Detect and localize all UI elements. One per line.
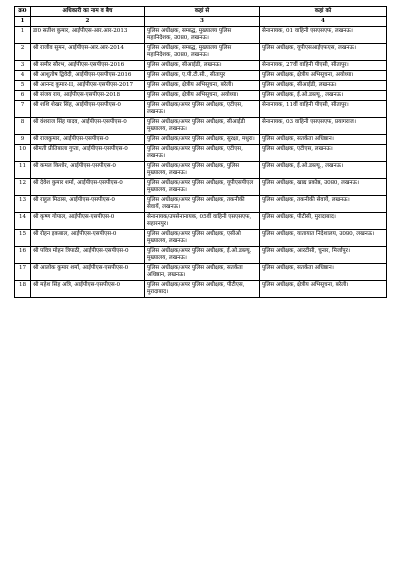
to-cell: पुलिस अधीक्षक, पीटीसी, मुरादाबाद। xyxy=(260,213,387,230)
to-cell: पुलिस अधीक्षक, सतर्कता अधिष्ठान। xyxy=(260,135,387,145)
name-cell: डा0 सतीश कुमार, आईपीएस-आर.आर-2013 xyxy=(31,27,145,44)
to-cell: पुलिस अधीक्षक, सतर्कता अधिष्ठान। xyxy=(260,264,387,281)
from-cell: पुलिस अधीक्षक/अपर पुलिस अधीक्षक, पुलिस मुख्यालय, लखनऊ। xyxy=(145,162,260,179)
from-cell: पुलिस अधीक्षक/अपर पुलिस अधीक्षक, पीटीएस, मुरादाबाद। xyxy=(145,281,260,298)
header-from: कहां से xyxy=(145,7,260,17)
from-cell: पुलिस अधीक्षक, क्षेत्रीय अभिसूचना, अयोध्या। xyxy=(145,91,260,101)
from-cell: पुलिस अधीक्षक/अपर पुलिस अधीक्षक, सुरक्षा, मथुरा। xyxy=(145,135,260,145)
to-cell: सेनानायक, 01 वाहिनी एसएसएफ, लखनऊ। xyxy=(260,27,387,44)
from-cell: पुलिस अधीक्षक/अपर पुलिस अधीक्षक, यूपीएसपीएल मुख्यालय, लखनऊ। xyxy=(145,179,260,196)
to-cell: पुलिस अधीक्षक, ई.ओ.डब्ल्यू., लखनऊ। xyxy=(260,162,387,179)
serial-cell: 1 xyxy=(15,27,31,44)
serial-cell: 11 xyxy=(15,162,31,179)
to-cell: पुलिस अधीक्षक, आरटीसी, चुनार, मिर्जापुर। xyxy=(260,247,387,264)
table-row xyxy=(15,91,387,101)
serial-cell: 12 xyxy=(15,179,31,196)
serial-cell: 16 xyxy=(15,247,31,264)
serial-cell: 5 xyxy=(15,81,31,91)
to-cell: सेनानायक, 27वीं वाहिनी पीएसी, सीतापुर। xyxy=(260,61,387,71)
column-number: 2 xyxy=(31,17,145,27)
table-header-row xyxy=(15,7,387,17)
serial-cell: 2 xyxy=(15,44,31,61)
column-number-row xyxy=(15,17,387,27)
table-row xyxy=(15,162,387,179)
to-cell: पुलिस अधीक्षक, यातायात निदेशालय, उ0प्र0, लखनऊ। xyxy=(260,230,387,247)
from-cell: पुलिस अधीक्षक, सम्बद्ध, मुख्यालय पुलिस महानिदेशक, उ0प्र0, लखनऊ। xyxy=(145,27,260,44)
from-cell: पुलिस अधीक्षक/अपर पुलिस अधीक्षक, ई.ओ.डब्ल्यू. मुख्यालय, लखनऊ। xyxy=(145,247,260,264)
from-cell: सेनानायक/उपसेनानायक, 05वीं वाहिनी एसएसएफ, सहारनपुर। xyxy=(145,213,260,230)
from-cell: पुलिस अधीक्षक, क्षेत्रीय अभिसूचना, बरेली। xyxy=(145,81,260,91)
name-cell: श्री राहुल मिठास, आईपीएस-एसपीएस-0 xyxy=(31,196,145,213)
serial-cell: 4 xyxy=(15,71,31,81)
to-cell: पुलिस अधीक्षक, खाद्य प्रकोष्ठ, उ0प्र0, लखनऊ। xyxy=(260,179,387,196)
name-cell: श्री आशुतोष द्विवेदी, आईपीएस-एसपीएस-2016 xyxy=(31,71,145,81)
name-cell: श्री पवित्र मोहन त्रिपाठी, आईपीएस-एसपीएस-0 xyxy=(31,247,145,264)
header-to: कहां को xyxy=(260,7,387,17)
to-cell: पुलिस अधीक्षक, तकनीकी सेवायें, लखनऊ। xyxy=(260,196,387,213)
header-officer-name: अधिकारी का नाम व बैच xyxy=(31,7,145,17)
table-body xyxy=(15,27,387,298)
to-cell: सेनानायक, 03 वाहिनी एसएसएफ, प्रयागराज। xyxy=(260,118,387,135)
name-cell: श्री आनन्द कुमार-II, आईपीएस-एसपीएस-2017 xyxy=(31,81,145,91)
to-cell: पुलिस अधीक्षक, यूपीएसआईएफएस, लखनऊ। xyxy=(260,44,387,61)
table-row xyxy=(15,213,387,230)
from-cell: पुलिस अधीक्षक, सम्बद्ध, मुख्यालय पुलिस महानिदेशक, उ0प्र0, लखनऊ। xyxy=(145,44,260,61)
name-cell: श्री राजकुमार, आईपीएस-एसपीएस-0 xyxy=(31,135,145,145)
header-serial: क्र0 xyxy=(15,7,31,17)
serial-cell: 7 xyxy=(15,101,31,118)
name-cell: श्री देवेश कुमार शर्मा, आईपीएस-एसपीएस-0 xyxy=(31,179,145,196)
from-cell: पुलिस अधीक्षक/अपर पुलिस अधीक्षक, एटीएस, लखनऊ। xyxy=(145,145,260,162)
to-cell: पुलिस अधीक्षक, ई.ओ.डब्ल्यू., लखनऊ। xyxy=(260,91,387,101)
table-row xyxy=(15,145,387,162)
table-row xyxy=(15,281,387,298)
serial-cell: 10 xyxy=(15,145,31,162)
serial-cell: 18 xyxy=(15,281,31,298)
from-cell: पुलिस अधीक्षक, सीआईडी, लखनऊ। xyxy=(145,61,260,71)
name-cell: श्री समीर सौरभ, आईपीएस-एसपीएस-2016 xyxy=(31,61,145,71)
name-cell: श्री राजीव सुमन, आईपीएस-आर.आर-2014 xyxy=(31,44,145,61)
to-cell: पुलिस अधीक्षक, सीआईडी, लखनऊ। xyxy=(260,81,387,91)
serial-cell: 13 xyxy=(15,196,31,213)
serial-cell: 3 xyxy=(15,61,31,71)
name-cell: श्री महेश सिंह अत्रि, आईपीएस-एसपीएस-0 xyxy=(31,281,145,298)
column-number: 3 xyxy=(145,17,260,27)
column-number: 1 xyxy=(15,17,31,27)
name-cell: श्रीमती प्रीतिबाला गुप्ता, आईपीएस-एसपीएस-0 xyxy=(31,145,145,162)
table-row xyxy=(15,61,387,71)
table-row xyxy=(15,118,387,135)
serial-cell: 6 xyxy=(15,91,31,101)
table-row xyxy=(15,135,387,145)
to-cell: पुलिस अधीक्षक, क्षेत्रीय अभिसूचना, बरेली। xyxy=(260,281,387,298)
table-row xyxy=(15,27,387,44)
serial-cell: 14 xyxy=(15,213,31,230)
table-row xyxy=(15,81,387,91)
to-cell: सेनानायक, 11वीं वाहिनी पीएसी, सीतापुर। xyxy=(260,101,387,118)
table-row xyxy=(15,179,387,196)
table-row xyxy=(15,71,387,81)
column-number: 4 xyxy=(260,17,387,27)
name-cell: श्री संजय राय, आईपीएस-एसपीएस-2018 xyxy=(31,91,145,101)
name-cell: श्री कमल किशोर, आईपीएस-एसपीएस-0 xyxy=(31,162,145,179)
table-row xyxy=(15,196,387,213)
from-cell: पुलिस अधीक्षक/अपर पुलिस अधीक्षक, एसीओ मुख्यालय, लखनऊ। xyxy=(145,230,260,247)
name-cell: श्री कृष्ण गोपाल, आईपीएस-एसपीएस-0 xyxy=(31,213,145,230)
serial-cell: 9 xyxy=(15,135,31,145)
table-row xyxy=(15,101,387,118)
name-cell: श्री रोहन इकबाल, आईपीएस-एसपीएस-0 xyxy=(31,230,145,247)
serial-cell: 17 xyxy=(15,264,31,281)
table-row xyxy=(15,230,387,247)
serial-cell: 8 xyxy=(15,118,31,135)
table-row xyxy=(15,247,387,264)
to-cell: पुलिस अधीक्षक, एटीएस, लखनऊ। xyxy=(260,145,387,162)
name-cell: श्री आलोक कुमार शर्मा, आईपीएस-एसपीएस-0 xyxy=(31,264,145,281)
from-cell: पुलिस अधीक्षक/अपर पुलिस अधीक्षक, सतर्कता अधिष्ठान, लखनऊ। xyxy=(145,264,260,281)
name-cell: श्री शशि शेखर सिंह, आईपीएस-एसपीएस-0 xyxy=(31,101,145,118)
serial-cell: 15 xyxy=(15,230,31,247)
from-cell: पुलिस अधीक्षक, ए.पी.टी.सी., सीतापुर xyxy=(145,71,260,81)
table-row xyxy=(15,44,387,61)
name-cell: श्री वंशराज सिंह यादव, आईपीएस-एसपीएस-0 xyxy=(31,118,145,135)
from-cell: पुलिस अधीक्षक/अपर पुलिस अधीक्षक, सीआईडी मुख्यालय, लखनऊ। xyxy=(145,118,260,135)
to-cell: पुलिस अधीक्षक, क्षेत्रीय अभिसूचना, अयोध्या। xyxy=(260,71,387,81)
from-cell: पुलिस अधीक्षक/अपर पुलिस अधीक्षक, तकनीकी सेवायें, लखनऊ। xyxy=(145,196,260,213)
table-row xyxy=(15,264,387,281)
from-cell: पुलिस अधीक्षक/अपर पुलिस अधीक्षक, एटीएस, लखनऊ। xyxy=(145,101,260,118)
transfer-table xyxy=(14,6,387,298)
